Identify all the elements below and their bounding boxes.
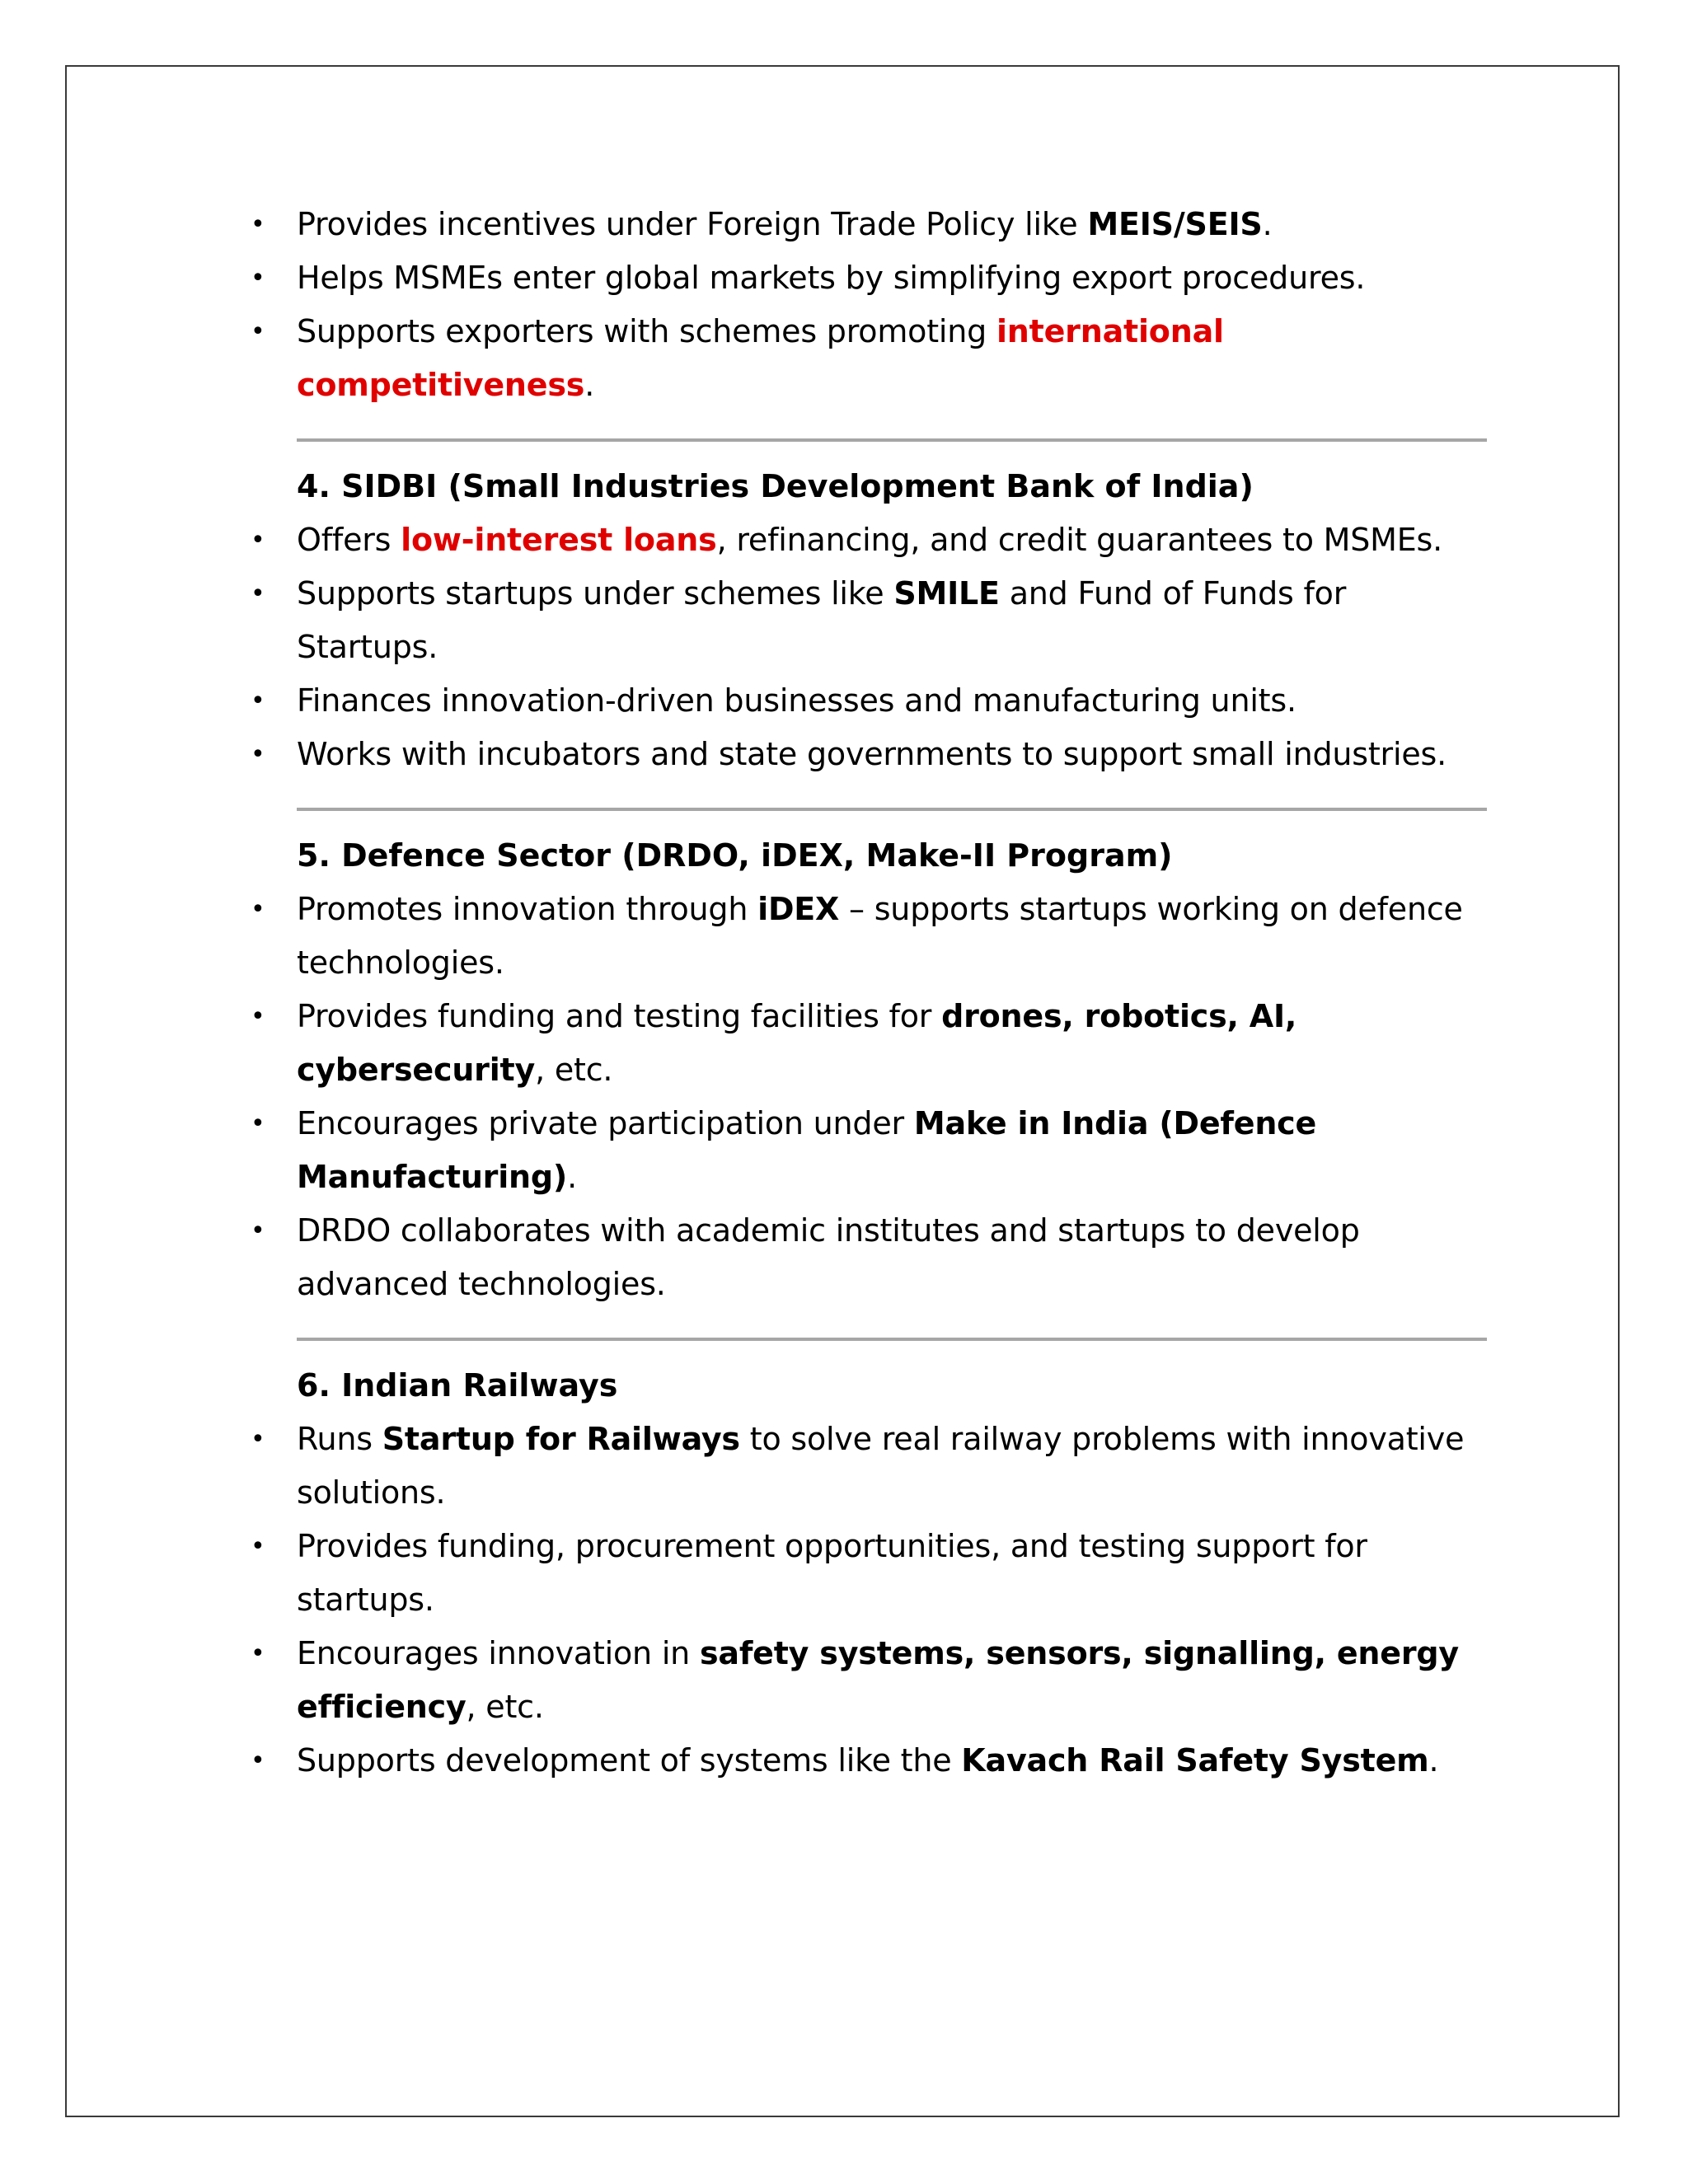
section-heading: 4. SIDBI (Small Industries Development Bank of India) [297, 468, 1254, 504]
list-item [239, 1097, 1492, 1204]
bullet-icon: • [251, 895, 265, 924]
item-text: Runs [297, 1421, 382, 1457]
defence-section [239, 829, 1492, 1311]
item-text: Provides funding and testing facilities for [297, 998, 942, 1034]
list-item [239, 728, 1492, 781]
export-promotion-section [239, 198, 1492, 412]
list-item [239, 198, 1492, 251]
item-text: Provides funding, procurement opportunities, and testing support for [297, 1528, 1367, 1564]
item-bold-text: SMILE [893, 575, 1000, 612]
list-item [239, 513, 1492, 567]
railways-bullet-list [239, 1413, 1492, 1788]
list-item [239, 1204, 1492, 1311]
item-text-end: , refinancing, and credit guarantees to MSMEs. [716, 522, 1443, 558]
defence-bullet-list [239, 883, 1492, 1311]
sidbi-bullet-list [239, 513, 1492, 781]
item-bold-text: MEIS/SEIS [1087, 206, 1263, 242]
item-text-continued: , etc. [466, 1689, 544, 1725]
item-bold-text-continued: cybersecurity [297, 1052, 536, 1088]
bullet-icon: • [251, 1216, 265, 1245]
list-item [239, 990, 1492, 1097]
list-item [239, 305, 1492, 412]
item-text: Helps MSMEs enter global markets by simplifying export procedures. [297, 260, 1366, 296]
item-bold-text: drones, robotics, AI, [941, 998, 1297, 1034]
item-text-end: . [584, 367, 595, 403]
bullet-icon: • [251, 740, 265, 769]
bullet-icon: • [251, 1109, 265, 1138]
item-text-continued: Startups. [297, 629, 438, 665]
bullet-icon: • [251, 1002, 265, 1031]
bullet-icon: • [251, 526, 265, 555]
bullet-icon: • [251, 579, 265, 608]
item-text: Encourages private participation under [297, 1105, 914, 1141]
section-divider [297, 808, 1487, 811]
item-text: Encourages innovation in [297, 1635, 700, 1671]
item-text: DRDO collaborates with academic institutes and startups to develop [297, 1212, 1360, 1249]
list-item [239, 567, 1492, 674]
item-highlight-text: international competitiveness [297, 313, 1224, 403]
bullet-icon: • [251, 264, 265, 293]
item-text-continued: advanced technologies. [297, 1266, 666, 1302]
item-text: Provides incentives under Foreign Trade Policy like [297, 206, 1088, 242]
item-text: Finances innovation-driven businesses and manufacturing units. [297, 682, 1296, 719]
list-item [239, 883, 1492, 990]
bullet-icon: • [251, 317, 265, 346]
export-bullet-list [239, 198, 1492, 412]
item-bold-text: iDEX [757, 891, 840, 927]
bullet-icon: • [251, 210, 265, 239]
section-heading: 6. Indian Railways [297, 1367, 618, 1404]
item-text: Works with incubators and state governments to support small industries. [297, 736, 1447, 772]
bullet-icon: • [251, 1746, 265, 1775]
item-text-continued: . [567, 1159, 577, 1195]
item-text-end: and Fund of Funds for [999, 575, 1347, 612]
item-text-end: . [1262, 206, 1273, 242]
item-bold-text-continued: efficiency [297, 1689, 467, 1725]
sidbi-section [239, 460, 1492, 781]
item-text: Supports startups under schemes like [297, 575, 894, 612]
bullet-icon: • [251, 1532, 265, 1561]
item-text-end: to solve real railway problems with innovative [739, 1421, 1465, 1457]
railways-section [239, 1359, 1492, 1788]
bullet-icon: • [251, 1425, 265, 1454]
item-highlight-text: low-interest loans [401, 522, 717, 558]
list-item [239, 1627, 1492, 1734]
item-text: Promotes innovation through [297, 891, 758, 927]
bullet-icon: • [251, 1639, 265, 1668]
item-text: Supports development of systems like the [297, 1742, 962, 1779]
document-body [239, 198, 1492, 1788]
item-bold-text: Make in India (Defence [913, 1105, 1317, 1141]
bullet-icon: • [251, 687, 265, 715]
item-bold-text: safety systems, sensors, signalling, energy [699, 1635, 1459, 1671]
item-text: Offers [297, 522, 401, 558]
section-divider [297, 1338, 1487, 1341]
item-text-continued: solutions. [297, 1474, 446, 1511]
list-item [239, 251, 1492, 305]
item-text-end: . [1428, 1742, 1439, 1779]
list-item [239, 1413, 1492, 1520]
item-text-continued: , etc. [535, 1052, 613, 1088]
list-item [239, 674, 1492, 728]
item-text-end: – supports startups working on defence [839, 891, 1463, 927]
item-bold-text: Startup for Railways [382, 1421, 740, 1457]
list-item [239, 1520, 1492, 1627]
section-heading: 5. Defence Sector (DRDO, iDEX, Make-II Program) [297, 837, 1173, 874]
item-text-continued: technologies. [297, 944, 504, 981]
item-text: Supports exporters with schemes promoting [297, 313, 996, 349]
section-divider [297, 438, 1487, 442]
item-bold-text: Kavach Rail Safety System [961, 1742, 1429, 1779]
item-bold-text-continued: Manufacturing) [297, 1159, 568, 1195]
list-item [239, 1734, 1492, 1788]
item-text-continued: startups. [297, 1582, 434, 1618]
